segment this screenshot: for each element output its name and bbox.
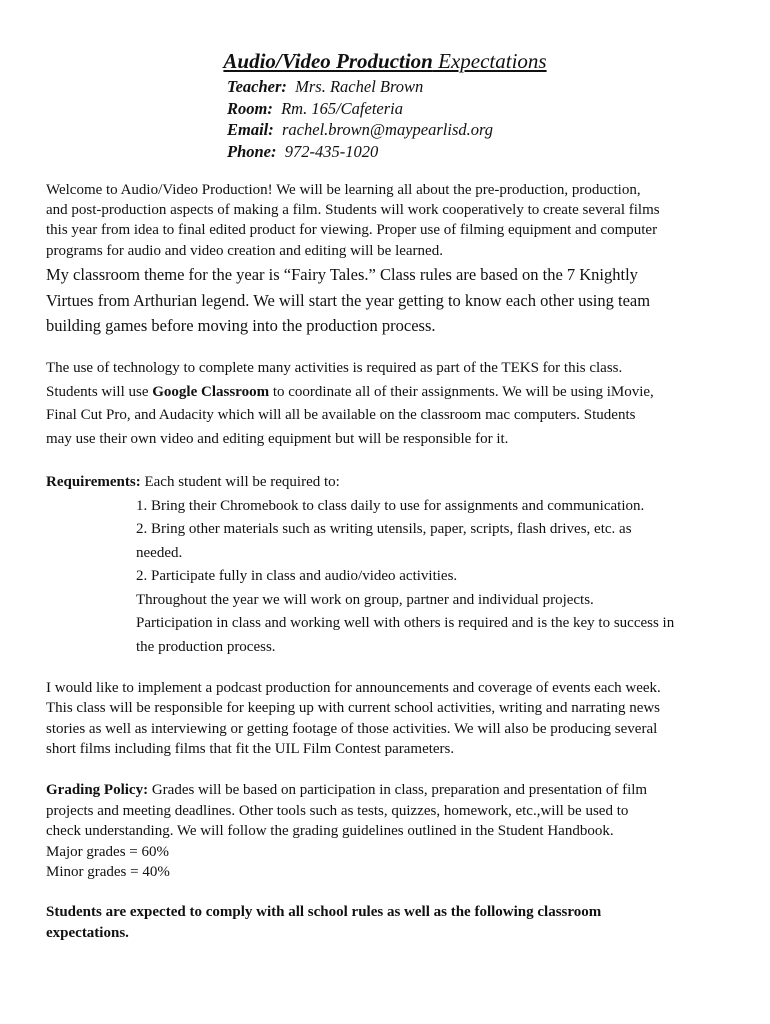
text-line: stories as well as interviewing or getting footage of those activities. We will also be producing several — [46, 720, 658, 737]
requirements-section — [46, 471, 726, 659]
contact-value: Rm. 165/Cafeteria — [281, 98, 403, 118]
contact-teacher — [227, 76, 493, 98]
contact-phone — [227, 141, 493, 163]
podcast-paragraph — [46, 678, 726, 760]
contact-label: Phone: — [227, 141, 277, 161]
text-line: short films including films that fit the UIL Film Contest parameters. — [46, 741, 455, 758]
text-line: may use their own video and editing equipment but will be responsible for it. — [46, 430, 509, 447]
minor-grades: Minor grades = 40% — [46, 864, 170, 881]
google-classroom-text: Google Classroom — [152, 383, 270, 400]
text-line — [46, 780, 726, 801]
technology-paragraph — [46, 357, 726, 451]
requirements-intro: Each student will be required to: — [140, 474, 340, 490]
contact-label: Teacher: — [227, 77, 287, 96]
text-line: Students are expected to comply with all school rules as well as the following classroom — [46, 904, 602, 920]
requirements-heading — [46, 471, 726, 495]
text-line: Virtues from Arthurian legend. We will start the year getting to know each other using team — [46, 290, 651, 310]
text-line: check understanding. We will follow the grading guidelines outlined in the Student Handbook. — [46, 823, 614, 840]
text-line: programs for audio and video creation and editing will be learned. — [46, 242, 443, 259]
grading-policy — [46, 780, 726, 883]
text-span: Grades will be based on participation in class, preparation and presentation of film — [148, 782, 648, 798]
closing-statement — [46, 902, 726, 944]
requirement-item: Participation in class and working well with others is required and is the key to success in — [136, 615, 675, 631]
title-rest: Expectations — [432, 49, 547, 73]
text-line: This class will be responsible for keeping up with current school activities, writing and narrating news — [46, 700, 661, 717]
requirement-item: Throughout the year we will work on group, partner and individual projects. — [136, 591, 594, 608]
title-bold: Audio/Video Production — [223, 49, 433, 73]
contact-value: 972-435-1020 — [284, 141, 379, 161]
text-line: The use of technology to complete many activities is required as part of the TEKS for this class. — [46, 360, 623, 376]
contact-room — [227, 98, 493, 120]
requirement-item: 1. Bring their Chromebook to class daily to use for assignments and communication. — [136, 497, 645, 514]
text-line: My classroom theme for the year is “Fairy Tales.” Class rules are based on the 7 Knightly — [46, 265, 638, 284]
text-line: Final Cut Pro, and Audacity which will all be available on the classroom mac computers. Students — [46, 407, 636, 423]
major-grades: Major grades = 60% — [46, 843, 170, 860]
text-line: expectations. — [46, 925, 129, 941]
text-span: to coordinate all of their assignments. We will be using iMovie, — [269, 383, 654, 400]
requirement-item: needed. — [136, 544, 183, 561]
intro-paragraph — [46, 180, 726, 261]
requirement-item: the production process. — [136, 638, 276, 655]
contact-value: rachel.brown@maypearlisd.org — [282, 120, 494, 139]
grading-label: Grading Policy: — [46, 782, 149, 798]
contact-label: Room: — [227, 98, 273, 118]
text-line: and post-production aspects of making a film. Students will work cooperatively to create several films — [46, 202, 660, 219]
text-line: projects and meeting deadlines. Other tools such as tests, quizzes, homework, etc.,will be used to — [46, 802, 629, 819]
page-title — [0, 48, 770, 74]
contact-block — [227, 76, 493, 162]
text-line: this year from idea to final edited product for viewing. Proper use of filming equipment and computer — [46, 222, 658, 239]
text-line: Welcome to Audio/Video Production! We will be learning all about the pre-production, production, — [46, 182, 641, 198]
theme-paragraph — [46, 262, 726, 339]
text-span: Students will use — [46, 383, 153, 400]
text-line: I would like to implement a podcast production for announcements and coverage of events each week. — [46, 680, 661, 696]
contact-email — [227, 119, 493, 141]
requirement-item: 2. Bring other materials such as writing utensils, paper, scripts, flash drives, etc. as — [136, 521, 632, 537]
contact-value: Mrs. Rachel Brown — [295, 77, 424, 96]
requirement-item: 2. Participate fully in class and audio/video activities. — [136, 568, 458, 584]
requirements-label: Requirements: — [46, 474, 141, 490]
text-line: building games before moving into the production process. — [46, 316, 436, 335]
contact-label: Email: — [227, 120, 274, 139]
text-line — [46, 381, 726, 405]
